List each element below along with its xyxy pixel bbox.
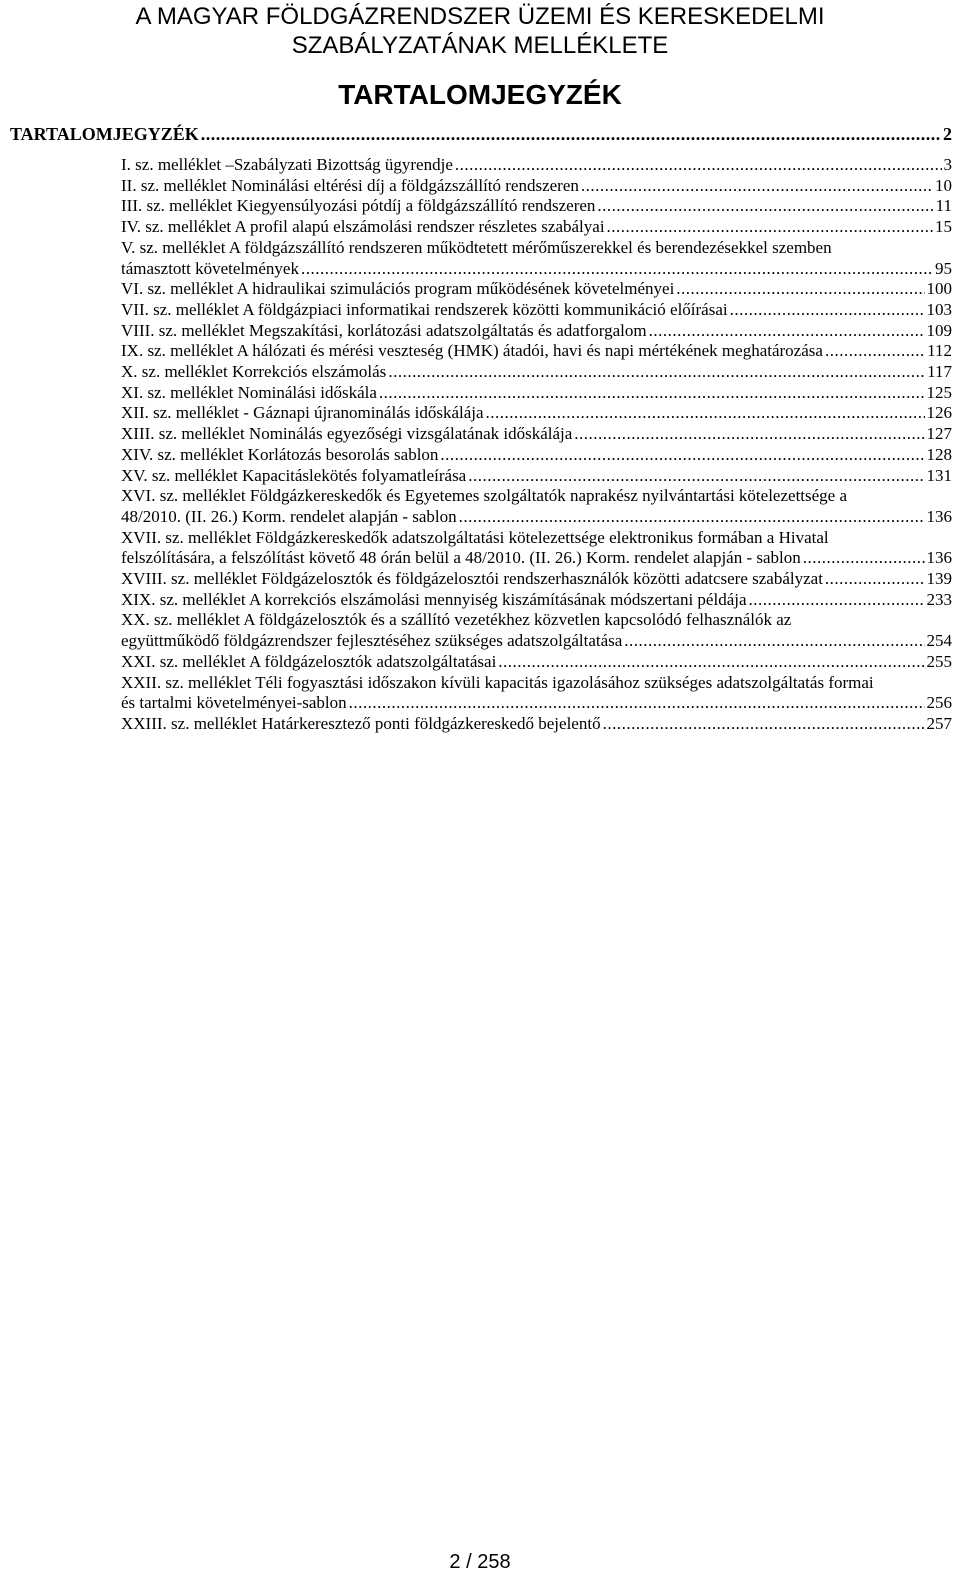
dot-leader bbox=[603, 714, 925, 735]
dot-leader bbox=[581, 176, 933, 197]
toc-page-number: 10 bbox=[935, 175, 952, 195]
dot-leader bbox=[649, 321, 925, 342]
toc-entry[interactable] bbox=[121, 362, 952, 383]
toc-entry[interactable] bbox=[121, 610, 952, 651]
dot-leader bbox=[607, 217, 933, 238]
toc-entry[interactable] bbox=[121, 528, 952, 569]
toc-entry[interactable] bbox=[121, 590, 952, 611]
toc-entry-label-line1: XX. sz. melléklet A földgázelosztók és a szállító vezetékhez közvetlen kapcsolódó felhasználók az bbox=[121, 610, 792, 630]
toc-entry-row bbox=[121, 507, 952, 528]
toc-entry[interactable] bbox=[121, 238, 952, 279]
toc-entry-row bbox=[121, 548, 952, 569]
toc-page-number: 15 bbox=[935, 217, 952, 237]
toc-top-level bbox=[10, 121, 952, 147]
dot-leader bbox=[440, 445, 924, 466]
toc-page-number: 112 bbox=[927, 341, 952, 361]
dot-leader bbox=[803, 548, 925, 569]
toc-entry[interactable] bbox=[121, 673, 952, 714]
toc-page-number: 136 bbox=[926, 548, 952, 568]
toc-page-number: 254 bbox=[926, 631, 952, 651]
dot-leader bbox=[730, 300, 925, 321]
toc-entry-label: XIII. sz. melléklet Nominálás egyezőségi vizsgálatának időskálája bbox=[121, 424, 573, 444]
toc-entry-label: és tartalmi követelményei-sablon bbox=[121, 693, 347, 713]
toc-page-number: 125 bbox=[926, 382, 952, 402]
header-line-1: A MAGYAR FÖLDGÁZRENDSZER ÜZEMI ÉS KERESKEDELMI bbox=[135, 3, 825, 30]
dot-leader bbox=[201, 121, 941, 147]
dot-leader bbox=[468, 466, 924, 487]
toc-entry-row bbox=[121, 259, 952, 280]
dot-leader bbox=[498, 652, 924, 673]
toc-entry[interactable] bbox=[121, 569, 952, 590]
toc-entry[interactable] bbox=[121, 279, 952, 300]
toc-entry-label: XVIII. sz. melléklet Földgázelosztók és földgázelosztói rendszerhasználók közötti adatcsere szabályzat bbox=[121, 569, 823, 589]
toc-entry-label: XV. sz. melléklet Kapacitáslekötés folyamatleírása bbox=[121, 465, 467, 485]
dot-leader bbox=[459, 507, 925, 528]
toc-entry[interactable] bbox=[121, 486, 952, 527]
toc-entry-label: XXI. sz. melléklet A földgázelosztók adatszolgáltatásai bbox=[121, 651, 497, 671]
dot-leader bbox=[455, 155, 942, 176]
toc-entry[interactable] bbox=[121, 196, 952, 217]
toc-page-number: 2 bbox=[943, 124, 952, 144]
toc-entry-label: támasztott követelmények bbox=[121, 258, 299, 278]
toc-entry-label: XIV. sz. melléklet Korlátozás besorolás sablon bbox=[121, 444, 439, 464]
toc-entry-toc[interactable] bbox=[10, 121, 952, 147]
toc-entry-label-line1: XXII. sz. melléklet Téli fogyasztási időszakon kívüli kapacitás igazolásához szükséges adatszolgáltatás formai bbox=[121, 672, 874, 692]
toc-page-number: 3 bbox=[943, 155, 952, 174]
toc-page-number: 255 bbox=[926, 651, 952, 671]
toc-entry-label: IX. sz. melléklet A hálózati és mérési veszteség (HMK) átadói, havi és napi mértékének meghatározása bbox=[121, 341, 823, 361]
toc-page-number: 233 bbox=[926, 589, 952, 609]
toc-page-number: 139 bbox=[926, 569, 952, 589]
toc-page-number: 136 bbox=[926, 506, 952, 526]
toc-entry[interactable] bbox=[121, 155, 952, 176]
dot-leader bbox=[597, 196, 933, 217]
dot-leader bbox=[825, 569, 925, 590]
toc-entry-label: IV. sz. melléklet A profil alapú elszámolási rendszer részletes szabályai bbox=[121, 217, 605, 237]
toc-page-number: 127 bbox=[926, 424, 952, 444]
toc-page-number: 257 bbox=[926, 713, 952, 733]
toc-entry-label-line1: XVI. sz. melléklet Földgázkereskedők és Egyetemes szolgáltatók naprakész nyilvántartási kötelezettsége a bbox=[121, 486, 848, 506]
toc-entry[interactable] bbox=[121, 383, 952, 404]
table-of-contents bbox=[121, 155, 952, 735]
toc-entry[interactable] bbox=[121, 466, 952, 487]
toc-page-number: 100 bbox=[926, 279, 952, 299]
toc-entry-label: XI. sz. melléklet Nominálási időskála bbox=[121, 382, 377, 402]
toc-page-number: 256 bbox=[926, 693, 952, 713]
toc-entry[interactable] bbox=[121, 217, 952, 238]
dot-leader bbox=[388, 362, 925, 383]
toc-entry-label: XII. sz. melléklet - Gáznapi újranominálás időskálája bbox=[121, 403, 484, 423]
toc-entry[interactable] bbox=[121, 445, 952, 466]
toc-entry[interactable] bbox=[121, 176, 952, 197]
toc-entry[interactable] bbox=[121, 403, 952, 424]
toc-entry-label: XXIII. sz. melléklet Határkeresztező ponti földgázkereskedő bejelentő bbox=[121, 713, 601, 733]
dot-leader bbox=[624, 631, 924, 652]
toc-page-number: 131 bbox=[926, 465, 952, 485]
toc-page-number: 11 bbox=[935, 196, 952, 216]
toc-entry-label: I. sz. melléklet –Szabályzati Bizottság ügyrendje bbox=[121, 155, 453, 174]
toc-page-number: 128 bbox=[926, 444, 952, 464]
dot-leader bbox=[574, 424, 924, 445]
toc-page-number: 109 bbox=[926, 320, 952, 340]
toc-entry-label: együttműködő földgázrendszer fejlesztéséhez szükséges adatszolgáltatása bbox=[121, 631, 623, 651]
toc-entry-row bbox=[121, 631, 952, 652]
toc-page-number: 103 bbox=[926, 299, 952, 319]
toc-entry-label: X. sz. melléklet Korrekciós elszámolás bbox=[121, 362, 387, 382]
toc-entry[interactable] bbox=[121, 321, 952, 342]
toc-entry-label: XIX. sz. melléklet A korrekciós elszámolási mennyiség kiszámításának módszertani példája bbox=[121, 589, 747, 609]
toc-entry[interactable] bbox=[121, 714, 952, 735]
toc-entry-label-line1: XVII. sz. melléklet Földgázkereskedők adatszolgáltatási kötelezettsége elektronikus formában a Hivatal bbox=[121, 527, 829, 547]
toc-entry-label: 48/2010. (II. 26.) Korm. rendelet alapján - sablon bbox=[121, 506, 457, 526]
dot-leader bbox=[486, 403, 925, 424]
toc-entry-label: TARTALOMJEGYZÉK bbox=[10, 124, 199, 144]
dot-leader bbox=[749, 590, 925, 611]
toc-entry-label: VII. sz. melléklet A földgázpiaci informatikai rendszerek közötti kommunikáció előírásai bbox=[121, 299, 728, 319]
dot-leader bbox=[676, 279, 924, 300]
toc-page-number: 126 bbox=[926, 403, 952, 423]
toc-entry[interactable] bbox=[121, 652, 952, 673]
toc-entry-row bbox=[121, 693, 952, 714]
dot-leader bbox=[825, 341, 925, 362]
toc-page-number: 117 bbox=[927, 362, 952, 382]
dot-leader bbox=[349, 693, 925, 714]
toc-entry-label: VIII. sz. melléklet Megszakítási, korlátozási adatszolgáltatás és adatforgalom bbox=[121, 320, 647, 340]
toc-entry-label: felszólítására, a felszólítást követő 48 órán belül a 48/2010. (II. 26.) Korm. rendelet alapján - sablon bbox=[121, 548, 801, 568]
toc-entry-label: II. sz. melléklet Nominálási eltérési díj a földgázszállító rendszeren bbox=[121, 175, 579, 195]
toc-entry-label-line1: V. sz. melléklet A földgázszállító rendszeren működtetett mérőműszerekkel és berendezésekkel szemben bbox=[121, 237, 832, 257]
toc-entry[interactable] bbox=[121, 300, 952, 321]
header-line-2: SZABÁLYZATÁNAK MELLÉKLETE bbox=[291, 32, 669, 59]
dot-leader bbox=[301, 259, 933, 280]
page-indicator: 2 / 258 bbox=[449, 1551, 511, 1573]
page-title: TARTALOMJEGYZÉK bbox=[338, 79, 622, 110]
toc-page-number: 95 bbox=[935, 258, 952, 278]
toc-entry-label: III. sz. melléklet Kiegyensúlyozási pótdíj a földgázszállító rendszeren bbox=[121, 196, 596, 216]
toc-entry[interactable] bbox=[121, 424, 952, 445]
toc-entry[interactable] bbox=[121, 341, 952, 362]
dot-leader bbox=[379, 383, 925, 404]
document-header bbox=[0, 2, 960, 60]
toc-entry-label: VI. sz. melléklet A hidraulikai szimulációs program működésének követelményei bbox=[121, 279, 675, 299]
